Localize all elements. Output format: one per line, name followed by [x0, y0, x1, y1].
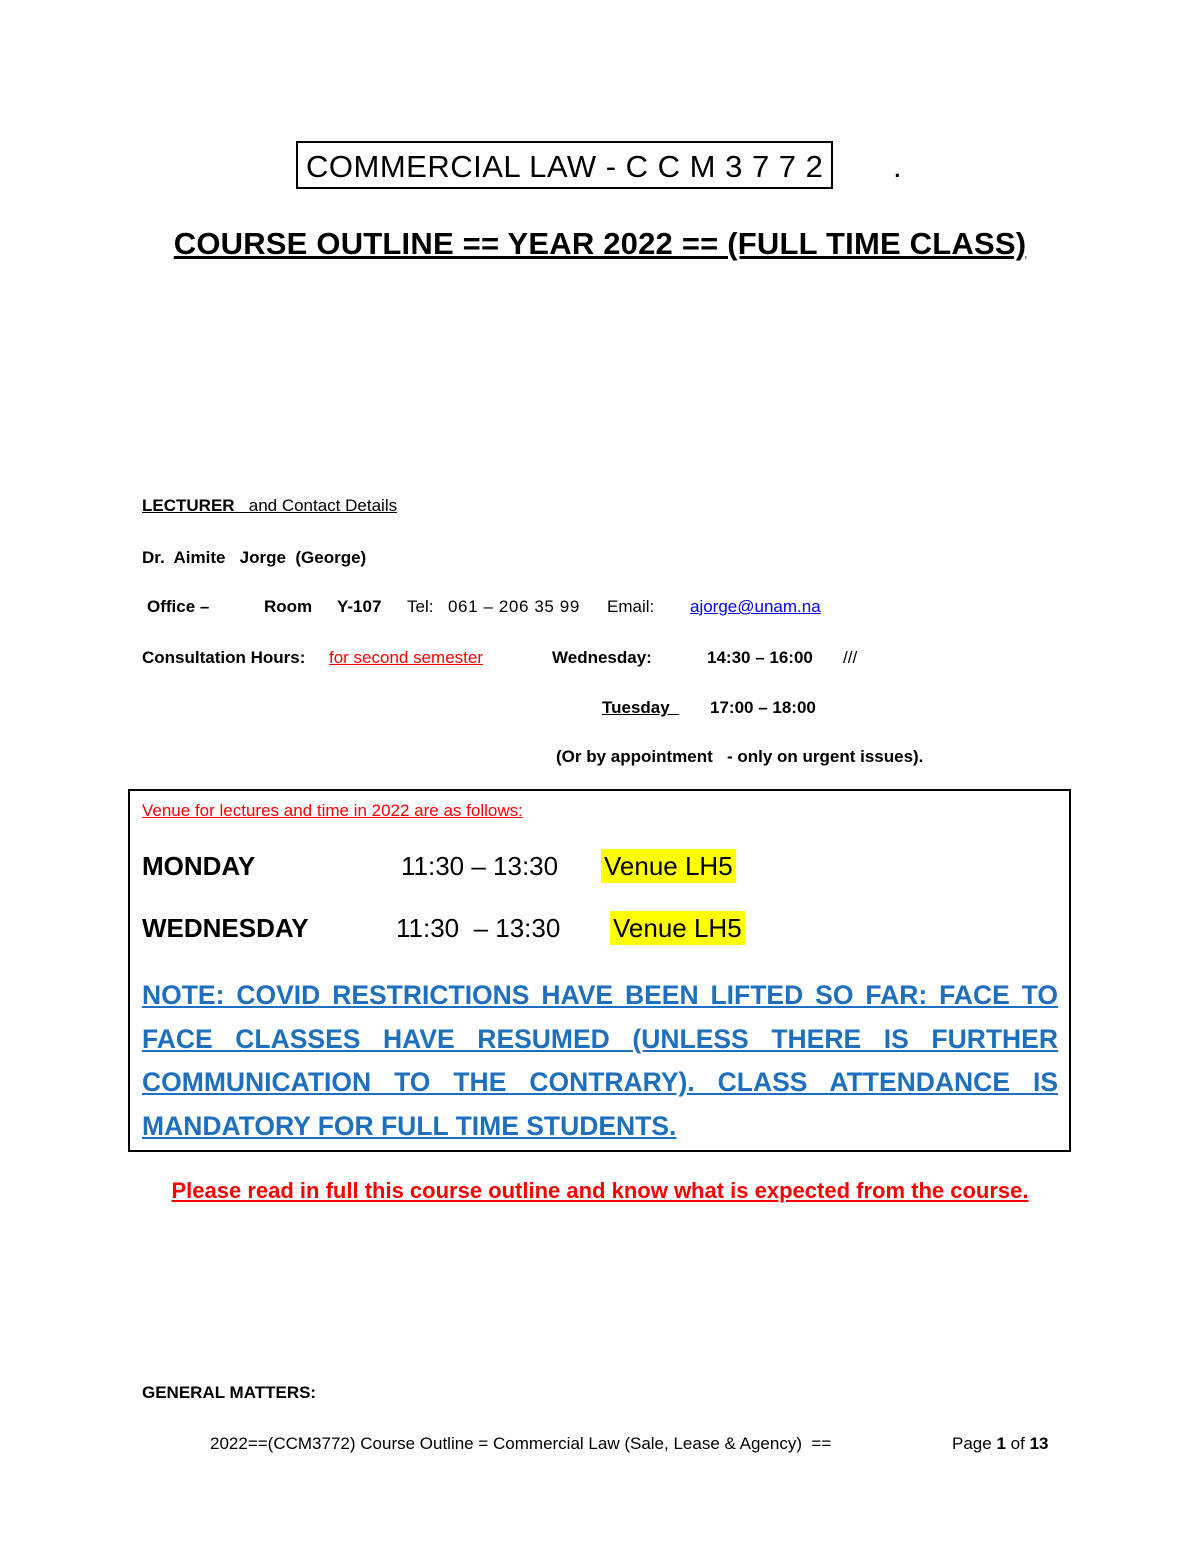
consultation-label: Consultation Hours:: [142, 648, 306, 667]
schedule-day-monday: MONDAY: [142, 851, 256, 881]
consultation-day-wednesday: Wednesday:: [552, 648, 652, 667]
read-outline-warning: Please read in full this course outline and know what is expected from the course.: [171, 1178, 1029, 1203]
page-of: of: [1010, 1434, 1025, 1453]
room-label: Room: [264, 597, 313, 616]
appointment-note: (Or by appointment - only on urgent issues).: [556, 747, 924, 766]
schedule-venue-wednesday: Venue LH5: [610, 911, 745, 945]
consultation-day-tuesday: Tuesday: [602, 698, 670, 717]
page-label: Page: [952, 1434, 992, 1453]
email-link[interactable]: ajorge@unam.na: [690, 597, 821, 616]
schedule-time-monday: 11:30 – 13:30: [401, 851, 559, 881]
lecturer-heading-label: LECTURER: [142, 496, 235, 515]
schedule-time-wednesday: 11:30 – 13:30: [396, 913, 561, 943]
covid-note: NOTE: COVID RESTRICTIONS HAVE BEEN LIFTED SO FAR: FACE TO FACE CLASSES HAVE RESUMED (UNLESS THERE IS FURTHER COMMUNICATION TO THE CONTRARY). CLASS ATTENDANCE IS MANDATORY FOR FULL TIME STUDENTS.: [142, 980, 1058, 1141]
general-matters-heading: GENERAL MATTERS:: [142, 1383, 317, 1402]
page-current: 1: [996, 1434, 1006, 1453]
page-total: 13: [1029, 1434, 1049, 1453]
consultation-note: for second semester: [329, 648, 484, 667]
page-number: [952, 1433, 1048, 1455]
schedule-day-wednesday: WEDNESDAY: [142, 913, 309, 943]
lecturer-heading: [142, 495, 397, 517]
consultation-suffix: ///: [843, 648, 858, 667]
lecturer-name: Dr. Aimite Jorge (George): [142, 548, 367, 567]
consultation-time-wednesday: 14:30 – 16:00: [707, 648, 813, 667]
tel-label: Tel:: [407, 597, 434, 616]
consultation-time-tuesday: 17:00 – 18:00: [710, 698, 816, 717]
tel-number: 061 – 206 35 99: [448, 597, 580, 616]
schedule-venue-monday: Venue LH5: [601, 849, 736, 883]
email-label: Email:: [607, 597, 655, 616]
course-title: [296, 141, 833, 189]
footer-text: 2022==(CCM3772) Course Outline = Commercial Law (Sale, Lease & Agency) ==: [210, 1434, 832, 1453]
office-label: Office –: [147, 597, 210, 616]
lecturer-heading-suffix: and Contact Details: [248, 496, 398, 515]
course-title-text: COMMERCIAL LAW - C C M 3 7 7 2: [306, 149, 824, 184]
room-number: Y-107: [337, 597, 382, 616]
course-title-trailing: .: [893, 149, 902, 184]
course-subtitle: COURSE OUTLINE == YEAR 2022 == (FULL TIME CLASS): [173, 226, 1027, 261]
venue-intro: Venue for lectures and time in 2022 are as follows:: [142, 801, 523, 820]
